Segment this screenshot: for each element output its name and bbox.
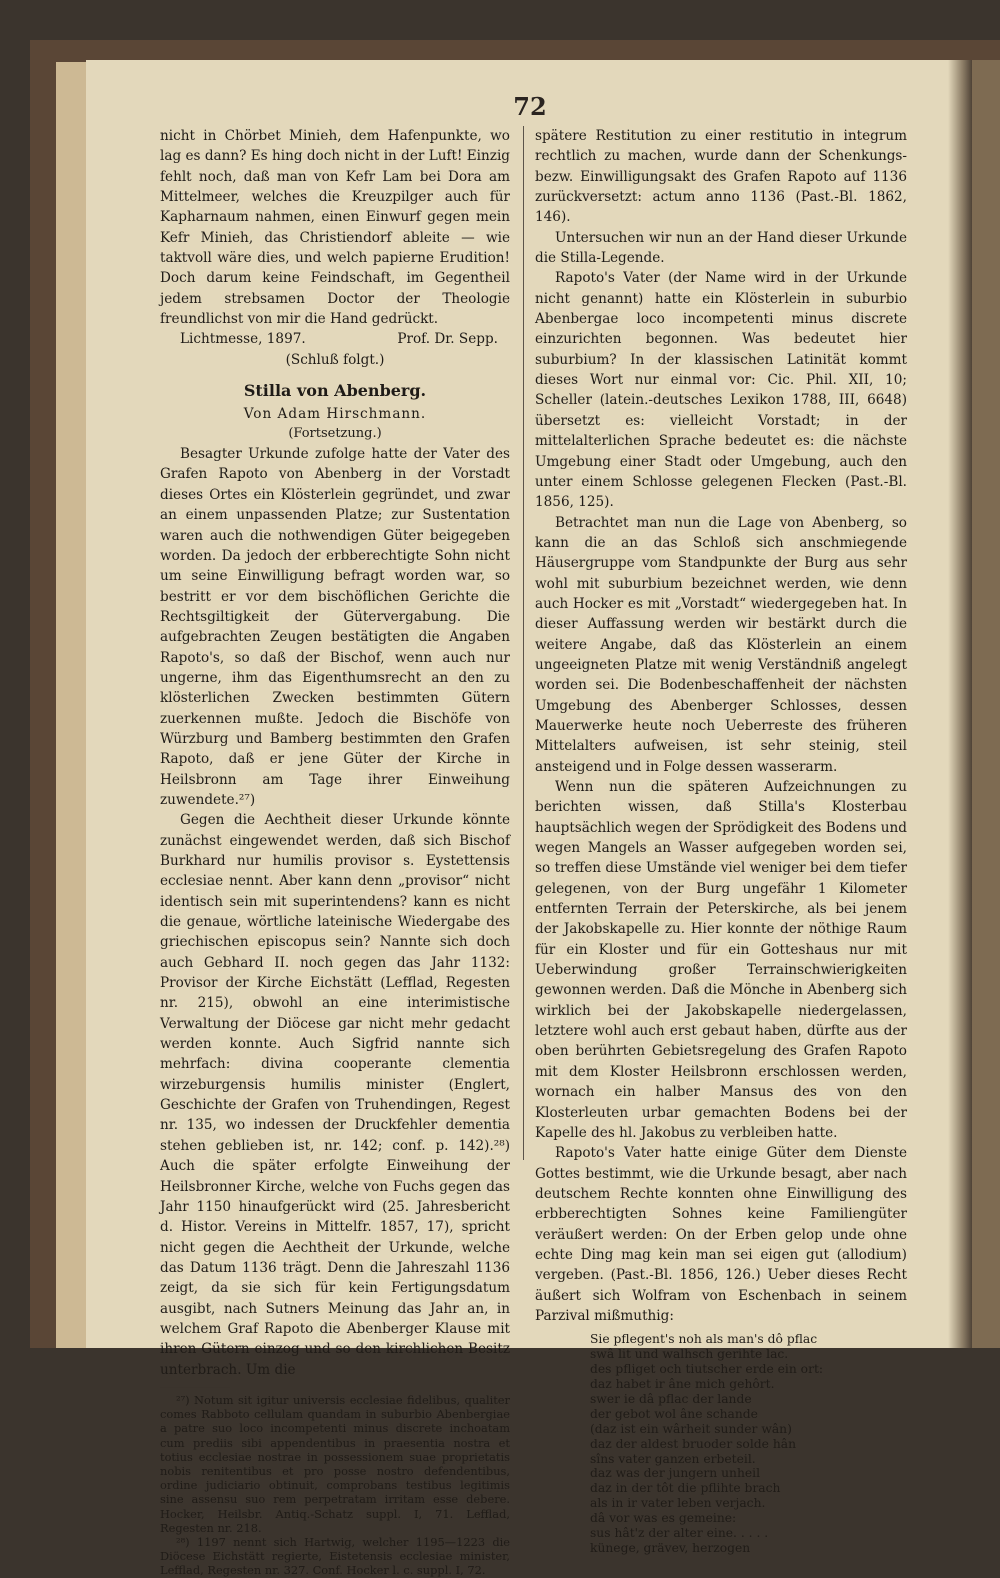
footnote: ²⁷) Notum sit igitur universis ecclesiae fidelibus, qualiter comes Rabboto cellulam quandam in suburbio Abenbergiae a patre suo loco incompetenti minus discrete inchoatam cum prediis sibi appendentibus in praesentia nostra et totius ecclesiae nostrae in possessionem suae proprietatis nobis renitentibus et pro posse nostro defendentibus, ordine judiciario obtinuit, comprobans testibus legitimis sine assensu suo rem perpetratam irritam esse debere. Hocker, Heilsbr. Antiq.-Schatz suppl. I, 71. Lefflad, Regesten nr. 218.	[160, 1392, 510, 1535]
poem-line: des pfliget och tiutscher erde ein ort:	[590, 1362, 824, 1377]
poem-line: daz der aldest bruoder solde hân	[590, 1436, 796, 1451]
poem-line: künege, grävev, herzogen	[590, 1540, 751, 1555]
paragraph: Rapoto's Vater hatte einige Güter dem Dienste Gottes bestimmt, wie die Urkunde besagt, aber nach deutschem Rechte konnten ohne Einwilligung des erbberechtigten Sohnes keine Familiengüter veräußert werden: On der Erben gelop unde ohne echte Ding mag kein man sei eigen gut (allodium) vergeben. (Past.-Bl. 1856, 126.) Ueber dieses Recht äußert sich Wolfram von Eschenbach in seinem Parzival mißmuthig:	[535, 1145, 907, 1324]
paragraph: nicht in Chörbet Minieh, dem Hafenpunkte, wo lag es dann? Es hing doch nicht in der Luft! Einzig fehlt noch, daß man von Kefr Lam bei Dora am Mittelmeer, welches die Kreuzpilger auch für Kapharnaum nahmen, einen Einwurf gegen mein Kefr Minieh, das Christiendorf ableite — wie taktvoll wäre dies, und welch papierne Erudition! Doch darum keine Feindschaft, im Gegentheil jedem strebsamen Doctor der Theologie freundlichst von mir die Hand gedrückt.	[160, 128, 510, 328]
right-column	[535, 126, 907, 1556]
paragraph: Wenn nun die späteren Aufzeichnungen zu berichten wissen, daß Stilla's Klosterbau hauptsächlich wegen der Sprödigkeit des Bodens und wegen Mangels an Wasser aufgegeben worden sei, so treffen diese Umstände viel weniger bei dem tiefer gelegenen, von der Burg ungefähr 1 Kilometer entfernten Terrain der Peterskirche, als bei jenem der Jakobskapelle zu. Hier konnte der nöthige Raum für ein Kloster und für ein Gotteshaus nur mit Ueberwindung großer Terrainschwierigkeiten gewonnen werden. Daß die Mönche in Abenberg sich wirklich bei der Jakobskapelle niedergelassen, letztere wohl auch erst gebaut haben, dürfte aus der oben berührten Gebietsregelung des Grafen Rapoto mit dem Kloster Heilsbronn erschlossen werden, wornach ein halber Mansus des von den Klosterleuten urbar gemachten Bodens bei der Kapelle des hl. Jakobus zu verbleiben hatte.	[535, 779, 907, 1141]
footnote: ²⁸) 1197 nennt sich Hartwig, welcher 1195—1223 die Diöcese Eichstätt regierte, Eistetensis ecclesiae minister, Lefflad, Regesten nr. 327. Conf. Hocker l. c. suppl. I, 72.	[160, 1534, 510, 1578]
signature-place: Lichtmesse, 1897.	[180, 331, 306, 348]
poem-line: sus hât'z der alter eine. . . . .	[590, 1526, 769, 1541]
signature-author: Prof. Dr. Sepp.	[397, 331, 498, 348]
poem-quote	[590, 1332, 907, 1556]
paragraph: Untersuchen wir nun an der Hand dieser Urkunde die Stilla-Legende.	[535, 229, 907, 267]
poem-line: swer ie dâ pflac der lande	[590, 1391, 752, 1406]
column-divider	[523, 126, 524, 1160]
page-number: 72	[513, 92, 547, 121]
poem-line: swâ lit und walhsch gerihte lac.	[590, 1347, 789, 1362]
signature-line	[160, 329, 510, 349]
facing-page-edge	[972, 60, 1000, 1348]
book-gutter	[948, 60, 972, 1348]
poem-line: dâ vor was es gemeine:	[590, 1511, 737, 1526]
left-column	[160, 126, 510, 1578]
paragraph: spätere Restitution zu einer restitutio in integrum rechtlich zu machen, wurde dann der Schenkungs- bezw. Einwilligungsakt des Grafen Rapoto auf 1136 zurückversetzt: actum anno 1136 (Past.-Bl. 1862, 146).	[535, 128, 907, 226]
paragraph: Betrachtet man nun die Lage von Abenberg, so kann die an das Schloß sich anschmiegende Häusergruppe vom Standpunkte der Burg aus sehr wohl mit suburbium bezeichnet werden, wie denn auch Hocker es mit „Vorstadt“ wiedergegeben hat. In dieser Auffassung werden wir bestärkt durch die weitere Angabe, daß das Klösterlein an einem ungeeigneten Platze mit wenig Verständniß angelegt worden sei. Die Bodenbeschaffenheit der nächsten Umgebung des Abenberger Schlosses, dessen Mauerwerke heute noch Ueberreste des früheren Mittelalters aufweisen, ist sehr steinig, steil ansteigend und in Folge dessen wasserarm.	[535, 514, 907, 775]
poem-line: daz was der jungern unheil	[590, 1466, 761, 1481]
continuation-note: (Schluß folgt.)	[285, 351, 385, 368]
poem-line: sîns vater ganzen erbeteil.	[590, 1451, 756, 1466]
poem-line: der gebot wol âne schande	[590, 1406, 758, 1421]
poem-line: daz habet ir âne mich gehôrt.	[590, 1377, 775, 1391]
footnote-rule	[160, 1387, 230, 1388]
poem-line: Sie pflegent's noh als man's dô pflac	[590, 1332, 818, 1347]
paragraph: Rapoto's Vater (der Name wird in der Urkunde nicht genannt) hatte ein Klösterlein in suburbio Abenbergae loco incompetenti minus discrete einzurichten begonnen. Was bedeutet hier suburbium? In der klassischen Latinität kommt dieses Wort nur einmal vor: Cic. Phil. XII, 10; Scheller (latein.-deutsches Lexikon 1788, III, 6648) übersetzt es: vielleicht Vorstadt; in der mittelalterlichen Sprache bedeutet es: die nächste Umgebung einer Stadt oder Umgebung, auch den unter einem Schlosse gelegenen Flecken (Past.-Bl. 1856, 125).	[535, 270, 907, 511]
poem-line: daz in der tôt die pflihte brach	[590, 1481, 781, 1496]
paragraph: Besagter Urkunde zufolge hatte der Vater des Grafen Rapoto von Abenberg in der Vorstadt dieses Ortes ein Klösterlein gegründet, und zwar an einem unpassenden Platze; zur Sustentation waren auch die nothwendigen Güter beigegeben worden. Da jedoch der erbberechtigte Sohn nicht um seine Einwilligung befragt worden war, so bestritt er vor dem bischöflichen Gerichte die Rechtsgiltigkeit der Gütervergabung. Die aufgebrachten Zeugen bestätigten die Angaben Rapoto's, so daß der Bischof, wenn auch nur ungerne, ihm das Eigenthumsrecht an den zu klösterlichen Zwecken bestimmten Gütern zuerkennen mußte. Jedoch die Bischöfe von Würzburg und Bamberg bestimmten den Grafen Rapoto, daß er jene Güter der Kirche in Heilsbronn am Tage ihrer Einweihung zuwendete.²⁷)	[160, 446, 510, 808]
paragraph: Gegen die Aechtheit dieser Urkunde könnte zunächst eingewendet werden, daß sich Bischof Burkhard nur humilis provisor s. Eystettensis ecclesiae nennt. Aber kann denn „provisor“ nicht identisch sein mit superintendens? kann es nicht die genaue, wörtliche lateinische Wiedergabe des griechischen episcopus sein? Nannte sich doch auch Gebhard II. noch gegen das Jahr 1132: Provisor der Kirche Eichstätt (Lefflad, Regesten nr. 215), obwohl an eine interimistische Verwaltung der Diöcese gar nicht mehr gedacht werden konnte. Auch Sigfrid nannte sich mehrfach: divina cooperante clementia wirzeburgensis humilis minister (Englert, Geschichte der Grafen von Truhendingen, Regest nr. 135, wo indessen der Druckfehler dementia stehen geblieben ist, nr. 142; conf. p. 142).²⁸) Auch die später erfolgte Einweihung der Heilsbronner Kirche, welche von Fuchs gegen das Jahr 1150 hinaufgerückt wird (25. Jahresbericht d. Histor. Vereins in Mittelfr. 1857, 17), spricht nicht gegen die Aechtheit der Urkunde, welche das Datum 1136 trägt. Denn die Jahreszahl 1136 zeigt, da sie sich für kein Fertigungsdatum ausgibt, nach Sutners Meinung das Jahr an, in welchem Graf Rapoto die Abenberger Klause mit ihren Gütern einzog und so den kirchlichen Besitz unterbrach. Um die	[160, 812, 510, 1378]
poem-line: als in ir vater leben verjach.	[590, 1496, 766, 1511]
article-byline: Von Adam Hirschmann.	[243, 406, 427, 423]
poem-line: (daz ist ein wârheit sunder wân)	[590, 1421, 792, 1436]
article-title: Stilla von Abenberg.	[243, 381, 427, 401]
continuation-label: (Fortsetzung.)	[288, 426, 382, 442]
